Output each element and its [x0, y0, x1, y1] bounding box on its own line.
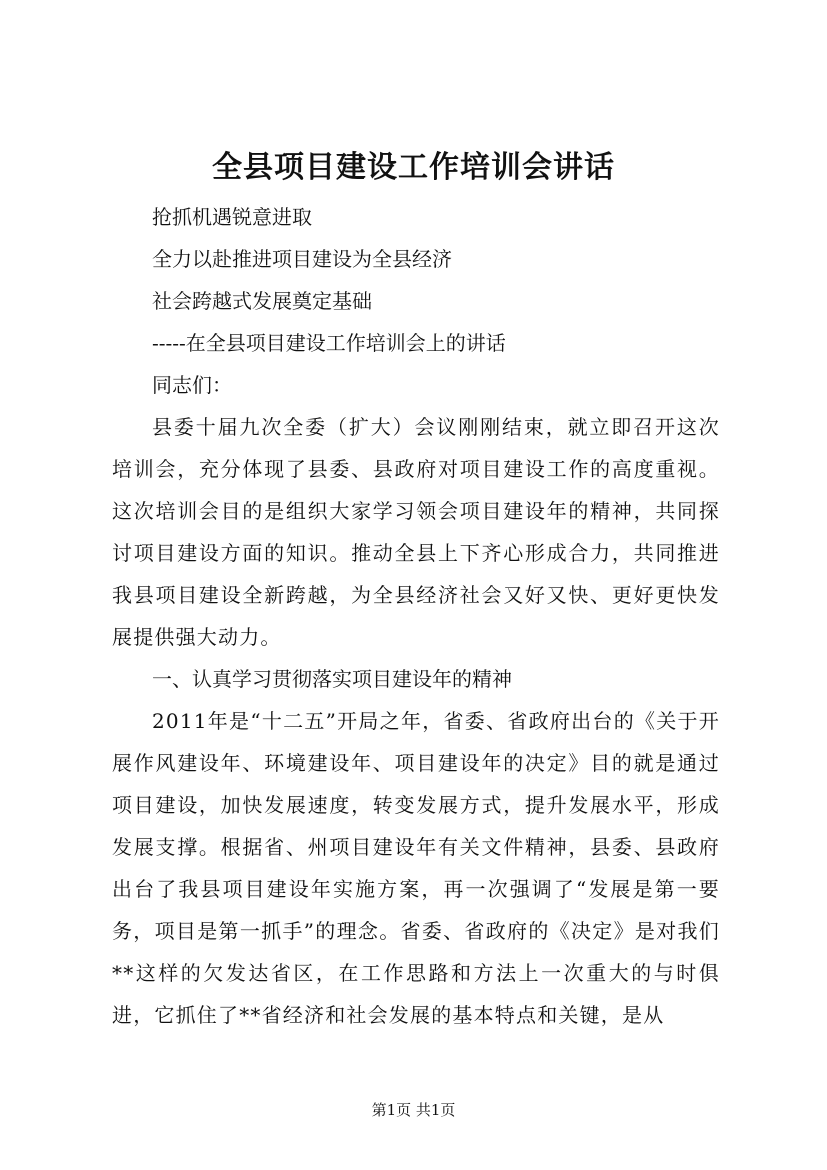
- section-heading-1: 一、认真学习贯彻落实项目建设年的精神: [152, 667, 512, 691]
- subtitle-line-3: 社会跨越式发展奠定基础: [152, 289, 372, 313]
- subtitle-line-2: 全力以赴推进项目建设为全县经济: [152, 247, 452, 271]
- paragraph-section-1: 2011年是“十二五”开局之年，省委、省政府出台的《关于开展作风建设年、环境建设年、项目建设年的决定》目的就是通过项目建设，加快发展速度，转变发展方式，提升发展水平，形成发展支撑。根据省、州项目建设年有关文件精神，县委、县政府出台了我县项目建设年实施方案，再一次强调了“发展是第一要务，项目是第一抓手”的理念。省委、省政府的《决定》是对我们**这样的欠发达省区，在工作思路和方法上一次重大的与时俱进，它抓住了**省经济和社会发展的基本特点和关键，是从: [112, 709, 720, 1027]
- subtitle-line-1: 抢抓机遇锐意进取: [152, 205, 312, 229]
- paragraph-intro: 县委十届九次全委（扩大）会议刚刚结束，就立即召开这次培训会，充分体现了县委、县政府对项目建设工作的高度重视。这次培训会目的是组织大家学习领会项目建设年的精神，共同探讨项目建设方面的知识。推动全县上下齐心形成合力，共同推进我县项目建设全新跨越，为全县经济社会又好又快、更好更快发展提供强大动力。: [112, 415, 720, 649]
- page-footer: 第1页 共1页: [371, 1101, 456, 1119]
- salutation: 同志们：: [152, 373, 232, 397]
- subtitle-line-4: -----在全县项目建设工作培训会上的讲话: [152, 331, 506, 355]
- document-title: 全县项目建设工作培训会讲话: [212, 150, 615, 185]
- document-body: [112, 196, 720, 1036]
